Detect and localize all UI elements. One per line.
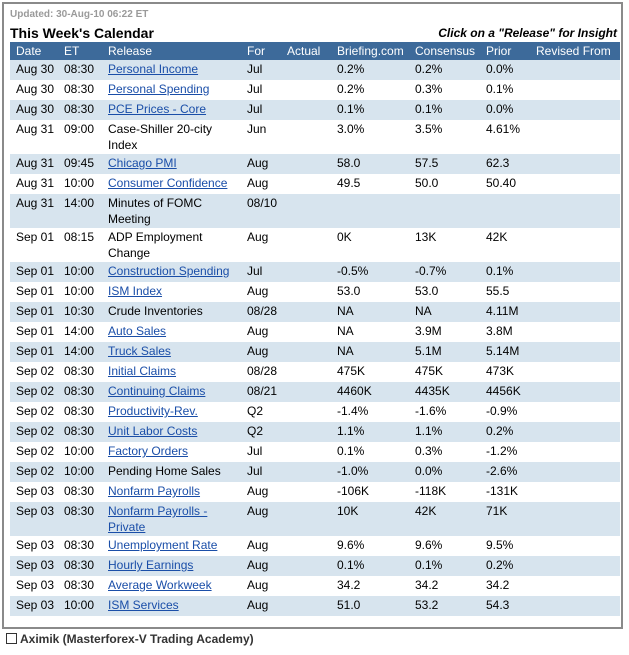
cell-consensus: 0.1% — [409, 100, 480, 120]
cell-actual — [281, 536, 331, 556]
cell-date: Sep 03 — [10, 482, 58, 502]
cell-actual — [281, 60, 331, 80]
cell-revised-from — [530, 442, 620, 462]
col-prior: Prior — [480, 42, 530, 60]
cell-briefing: 475K — [331, 362, 409, 382]
cell-for: Aug — [241, 322, 281, 342]
cell-release — [102, 462, 241, 482]
cell-et: 10:30 — [58, 302, 102, 322]
cell-et: 08:30 — [58, 482, 102, 502]
cell-for: Aug — [241, 482, 281, 502]
cell-for: Aug — [241, 228, 281, 262]
cell-prior: -2.6% — [480, 462, 530, 482]
cell-actual — [281, 302, 331, 322]
cell-release — [102, 194, 241, 228]
cell-consensus: 3.5% — [409, 120, 480, 154]
insight-hint: Click on a "Release" for Insight — [438, 26, 617, 40]
cell-actual — [281, 282, 331, 302]
table-header-row — [10, 42, 620, 60]
cell-for: 08/10 — [241, 194, 281, 228]
col-release: Release — [102, 42, 241, 60]
cell-revised-from — [530, 228, 620, 262]
cell-consensus: 13K — [409, 228, 480, 262]
col-revised-from: Revised From — [530, 42, 620, 60]
cell-revised-from — [530, 100, 620, 120]
cell-et: 10:00 — [58, 596, 102, 616]
cell-consensus: -118K — [409, 482, 480, 502]
cell-for: Jul — [241, 80, 281, 100]
release-link[interactable]: Nonfarm Payrolls - Private — [108, 504, 208, 534]
cell-for: Aug — [241, 556, 281, 576]
cell-revised-from — [530, 80, 620, 100]
cell-for: Aug — [241, 596, 281, 616]
cell-revised-from — [530, 502, 620, 536]
cell-actual — [281, 342, 331, 362]
release-link[interactable]: Personal Income — [108, 62, 199, 76]
page-title: This Week's Calendar — [10, 25, 154, 41]
cell-date: Sep 01 — [10, 342, 58, 362]
cell-date: Sep 03 — [10, 576, 58, 596]
cell-briefing: NA — [331, 322, 409, 342]
cell-prior — [480, 194, 530, 228]
cell-date: Sep 03 — [10, 536, 58, 556]
cell-briefing: 49.5 — [331, 174, 409, 194]
release-link[interactable]: Unit Labor Costs — [108, 424, 198, 438]
cell-release[interactable] — [102, 482, 241, 502]
table-body — [10, 60, 620, 616]
cell-prior: 62.3 — [480, 154, 530, 174]
cell-prior: 0.1% — [480, 80, 530, 100]
cell-actual — [281, 576, 331, 596]
cell-briefing: 9.6% — [331, 536, 409, 556]
cell-briefing: 34.2 — [331, 576, 409, 596]
cell-for: Aug — [241, 536, 281, 556]
table-row — [10, 382, 620, 402]
cell-for: Jul — [241, 462, 281, 482]
release-label: Pending Home Sales — [108, 464, 221, 478]
cell-briefing: -1.0% — [331, 462, 409, 482]
table-row — [10, 422, 620, 442]
cell-prior: 0.2% — [480, 422, 530, 442]
cell-date: Sep 02 — [10, 442, 58, 462]
cell-for: Jul — [241, 60, 281, 80]
cell-for: 08/28 — [241, 362, 281, 382]
cell-date: Aug 31 — [10, 120, 58, 154]
cell-release[interactable] — [102, 382, 241, 402]
cell-release[interactable] — [102, 502, 241, 536]
cell-briefing: -1.4% — [331, 402, 409, 422]
cell-briefing: 0.2% — [331, 80, 409, 100]
cell-release[interactable] — [102, 576, 241, 596]
cell-et: 08:30 — [58, 556, 102, 576]
cell-revised-from — [530, 342, 620, 362]
cell-for: Aug — [241, 576, 281, 596]
cell-briefing: 58.0 — [331, 154, 409, 174]
cell-consensus: 1.1% — [409, 422, 480, 442]
cell-briefing: 0.1% — [331, 442, 409, 462]
cell-et: 08:30 — [58, 502, 102, 536]
cell-date: Aug 31 — [10, 154, 58, 174]
cell-revised-from — [530, 174, 620, 194]
cell-revised-from — [530, 154, 620, 174]
cell-for: Q2 — [241, 422, 281, 442]
cell-actual — [281, 422, 331, 442]
cell-actual — [281, 80, 331, 100]
cell-release[interactable] — [102, 402, 241, 422]
cell-date: Sep 03 — [10, 556, 58, 576]
cell-actual — [281, 556, 331, 576]
cell-prior: 0.0% — [480, 60, 530, 80]
table-row — [10, 342, 620, 362]
cell-revised-from — [530, 120, 620, 154]
cell-et: 14:00 — [58, 194, 102, 228]
cell-et: 10:00 — [58, 282, 102, 302]
cell-release[interactable] — [102, 60, 241, 80]
cell-date: Sep 01 — [10, 262, 58, 282]
cell-for: Jul — [241, 262, 281, 282]
cell-et: 10:00 — [58, 262, 102, 282]
cell-release[interactable] — [102, 282, 241, 302]
release-label: Minutes of FOMC Meeting — [108, 196, 203, 226]
cell-et: 08:30 — [58, 402, 102, 422]
cell-briefing: 51.0 — [331, 596, 409, 616]
cell-release[interactable] — [102, 556, 241, 576]
cell-consensus: 0.3% — [409, 442, 480, 462]
cell-revised-from — [530, 482, 620, 502]
cell-consensus: -0.7% — [409, 262, 480, 282]
calendar-panel — [2, 2, 623, 629]
cell-consensus: 0.2% — [409, 60, 480, 80]
cell-et: 14:00 — [58, 322, 102, 342]
cell-briefing: 0.1% — [331, 100, 409, 120]
cell-revised-from — [530, 282, 620, 302]
table-row — [10, 502, 620, 536]
release-link[interactable]: Continuing Claims — [108, 384, 206, 398]
cell-date: Aug 31 — [10, 194, 58, 228]
cell-et: 08:30 — [58, 100, 102, 120]
cell-date: Sep 01 — [10, 322, 58, 342]
cell-prior: 0.1% — [480, 262, 530, 282]
cell-for: Aug — [241, 154, 281, 174]
cell-date: Aug 30 — [10, 100, 58, 120]
cell-actual — [281, 322, 331, 342]
cell-consensus: 50.0 — [409, 174, 480, 194]
cell-consensus: 0.1% — [409, 556, 480, 576]
release-link[interactable]: Factory Orders — [108, 444, 189, 458]
cell-date: Sep 02 — [10, 362, 58, 382]
cell-release — [102, 120, 241, 154]
cell-consensus: 3.9M — [409, 322, 480, 342]
cell-prior: 54.3 — [480, 596, 530, 616]
cell-briefing: NA — [331, 342, 409, 362]
cell-consensus: 0.0% — [409, 462, 480, 482]
cell-briefing: NA — [331, 302, 409, 322]
cell-date: Sep 01 — [10, 302, 58, 322]
col-for: For — [241, 42, 281, 60]
cell-actual — [281, 502, 331, 536]
cell-prior: 50.40 — [480, 174, 530, 194]
cell-briefing: 0.1% — [331, 556, 409, 576]
cell-date: Sep 01 — [10, 282, 58, 302]
cell-et: 10:00 — [58, 174, 102, 194]
cell-prior: -131K — [480, 482, 530, 502]
cell-prior: 4456K — [480, 382, 530, 402]
release-label: Crude Inventories — [108, 304, 203, 318]
cell-briefing: 10K — [331, 502, 409, 536]
cell-actual — [281, 596, 331, 616]
cell-revised-from — [530, 462, 620, 482]
cell-release — [102, 302, 241, 322]
cell-prior: 4.11M — [480, 302, 530, 322]
cell-briefing: 0.2% — [331, 60, 409, 80]
cell-revised-from — [530, 422, 620, 442]
cell-prior: 5.14M — [480, 342, 530, 362]
cell-release[interactable] — [102, 262, 241, 282]
cell-prior: 0.2% — [480, 556, 530, 576]
cell-for: Aug — [241, 502, 281, 536]
cell-revised-from — [530, 536, 620, 556]
table-row — [10, 120, 620, 154]
cell-consensus: 53.2 — [409, 596, 480, 616]
table-row — [10, 228, 620, 262]
release-link[interactable]: Construction Spending — [108, 264, 230, 278]
cell-prior: 3.8M — [480, 322, 530, 342]
cell-release[interactable] — [102, 80, 241, 100]
cell-release — [102, 228, 241, 262]
cell-prior: 9.5% — [480, 536, 530, 556]
cell-release[interactable] — [102, 442, 241, 462]
cell-for: 08/28 — [241, 302, 281, 322]
cell-release[interactable] — [102, 100, 241, 120]
cell-release[interactable] — [102, 342, 241, 362]
table-row — [10, 402, 620, 422]
table-row — [10, 362, 620, 382]
cell-for: Aug — [241, 342, 281, 362]
updated-timestamp: Updated: 30-Aug-10 06:22 ET — [10, 9, 149, 20]
table-row — [10, 154, 620, 174]
cell-actual — [281, 154, 331, 174]
cell-consensus: 0.3% — [409, 80, 480, 100]
table-row — [10, 536, 620, 556]
cell-consensus: NA — [409, 302, 480, 322]
release-link[interactable]: ISM Services — [108, 598, 179, 612]
cell-et: 08:30 — [58, 362, 102, 382]
cell-revised-from — [530, 302, 620, 322]
table-row — [10, 482, 620, 502]
calendar-table — [10, 42, 620, 616]
col-et: ET — [58, 42, 102, 60]
release-link[interactable]: Productivity-Rev. — [108, 404, 198, 418]
cell-prior: 34.2 — [480, 576, 530, 596]
table-row — [10, 282, 620, 302]
cell-briefing: 3.0% — [331, 120, 409, 154]
cell-revised-from — [530, 194, 620, 228]
cell-actual — [281, 174, 331, 194]
table-row — [10, 556, 620, 576]
cell-date: Sep 02 — [10, 462, 58, 482]
cell-release[interactable] — [102, 422, 241, 442]
cell-date: Sep 03 — [10, 502, 58, 536]
cell-actual — [281, 228, 331, 262]
cell-et: 08:15 — [58, 228, 102, 262]
cell-actual — [281, 194, 331, 228]
cell-for: Aug — [241, 174, 281, 194]
cell-for: Aug — [241, 282, 281, 302]
release-link[interactable]: ISM Index — [108, 284, 163, 298]
col-actual: Actual — [281, 42, 331, 60]
release-link[interactable]: Truck Sales — [108, 344, 171, 358]
table-row — [10, 302, 620, 322]
release-link[interactable]: Average Workweek — [108, 578, 212, 592]
release-link[interactable]: Nonfarm Payrolls — [108, 484, 201, 498]
release-label: Case-Shiller 20-city Index — [108, 122, 213, 152]
cell-briefing: 0K — [331, 228, 409, 262]
cell-actual — [281, 120, 331, 154]
cell-et: 08:30 — [58, 576, 102, 596]
cell-prior: 473K — [480, 362, 530, 382]
cell-actual — [281, 442, 331, 462]
cell-prior: -1.2% — [480, 442, 530, 462]
col-consensus: Consensus — [409, 42, 480, 60]
col-date: Date — [10, 42, 58, 60]
cell-release[interactable] — [102, 596, 241, 616]
cell-date: Aug 30 — [10, 60, 58, 80]
cell-for: Jun — [241, 120, 281, 154]
cell-revised-from — [530, 596, 620, 616]
cell-actual — [281, 482, 331, 502]
cell-consensus: 475K — [409, 362, 480, 382]
cell-release[interactable] — [102, 536, 241, 556]
cell-briefing: 4460K — [331, 382, 409, 402]
cell-et: 08:30 — [58, 422, 102, 442]
cell-prior: -0.9% — [480, 402, 530, 422]
cell-actual — [281, 100, 331, 120]
cell-prior: 4.61% — [480, 120, 530, 154]
cell-actual — [281, 362, 331, 382]
cell-consensus: 42K — [409, 502, 480, 536]
cell-release[interactable] — [102, 174, 241, 194]
cell-et: 10:00 — [58, 462, 102, 482]
cell-et: 08:30 — [58, 382, 102, 402]
cell-date: Sep 02 — [10, 402, 58, 422]
release-link[interactable]: Chicago PMI — [108, 156, 177, 170]
cell-date: Sep 01 — [10, 228, 58, 262]
cell-briefing: 1.1% — [331, 422, 409, 442]
release-label: ADP Employment Change — [108, 230, 203, 260]
cell-date: Aug 31 — [10, 174, 58, 194]
cell-for: Q2 — [241, 402, 281, 422]
cell-prior: 0.0% — [480, 100, 530, 120]
cell-date: Aug 30 — [10, 80, 58, 100]
cell-consensus: 4435K — [409, 382, 480, 402]
cell-date: Sep 02 — [10, 382, 58, 402]
cell-revised-from — [530, 60, 620, 80]
cell-actual — [281, 462, 331, 482]
cell-consensus: 9.6% — [409, 536, 480, 556]
cell-prior: 42K — [480, 228, 530, 262]
footer-text: Aximik (Masterforex-V Trading Academy) — [20, 632, 254, 646]
release-link[interactable]: Hourly Earnings — [108, 558, 194, 572]
cell-revised-from — [530, 262, 620, 282]
table-row — [10, 596, 620, 616]
table-row — [10, 462, 620, 482]
cell-consensus: 34.2 — [409, 576, 480, 596]
footer-credit — [6, 632, 254, 646]
cell-revised-from — [530, 382, 620, 402]
release-link[interactable]: PCE Prices - Core — [108, 102, 207, 116]
release-link[interactable]: Personal Spending — [108, 82, 210, 96]
cell-revised-from — [530, 576, 620, 596]
cell-consensus: 5.1M — [409, 342, 480, 362]
cell-briefing — [331, 194, 409, 228]
cell-revised-from — [530, 556, 620, 576]
cell-prior: 71K — [480, 502, 530, 536]
cell-prior: 55.5 — [480, 282, 530, 302]
cell-et: 10:00 — [58, 442, 102, 462]
cell-revised-from — [530, 322, 620, 342]
cell-for: Jul — [241, 100, 281, 120]
cell-et: 09:45 — [58, 154, 102, 174]
cell-et: 09:00 — [58, 120, 102, 154]
cell-briefing: -0.5% — [331, 262, 409, 282]
release-link[interactable]: Unemployment Rate — [108, 538, 218, 552]
table-row — [10, 60, 620, 80]
table-row — [10, 442, 620, 462]
cell-briefing: 53.0 — [331, 282, 409, 302]
cell-actual — [281, 382, 331, 402]
release-link[interactable]: Consumer Confidence — [108, 176, 228, 190]
table-row — [10, 194, 620, 228]
cell-date: Sep 02 — [10, 422, 58, 442]
cell-actual — [281, 262, 331, 282]
cell-actual — [281, 402, 331, 422]
table-row — [10, 80, 620, 100]
cell-revised-from — [530, 362, 620, 382]
cell-release[interactable] — [102, 362, 241, 382]
col-briefing: Briefing.com — [331, 42, 409, 60]
cell-briefing: -106K — [331, 482, 409, 502]
cell-et: 14:00 — [58, 342, 102, 362]
cell-for: Jul — [241, 442, 281, 462]
cell-et: 08:30 — [58, 80, 102, 100]
checkbox-square-icon — [6, 633, 17, 644]
release-link[interactable]: Initial Claims — [108, 364, 177, 378]
cell-consensus — [409, 194, 480, 228]
cell-consensus: 57.5 — [409, 154, 480, 174]
table-row — [10, 262, 620, 282]
cell-release[interactable] — [102, 322, 241, 342]
table-row — [10, 322, 620, 342]
release-link[interactable]: Auto Sales — [108, 324, 167, 338]
cell-et: 08:30 — [58, 536, 102, 556]
cell-for: 08/21 — [241, 382, 281, 402]
cell-date: Sep 03 — [10, 596, 58, 616]
cell-revised-from — [530, 402, 620, 422]
cell-consensus: 53.0 — [409, 282, 480, 302]
cell-consensus: -1.6% — [409, 402, 480, 422]
table-row — [10, 576, 620, 596]
table-row — [10, 174, 620, 194]
cell-release[interactable] — [102, 154, 241, 174]
cell-et: 08:30 — [58, 60, 102, 80]
table-row — [10, 100, 620, 120]
